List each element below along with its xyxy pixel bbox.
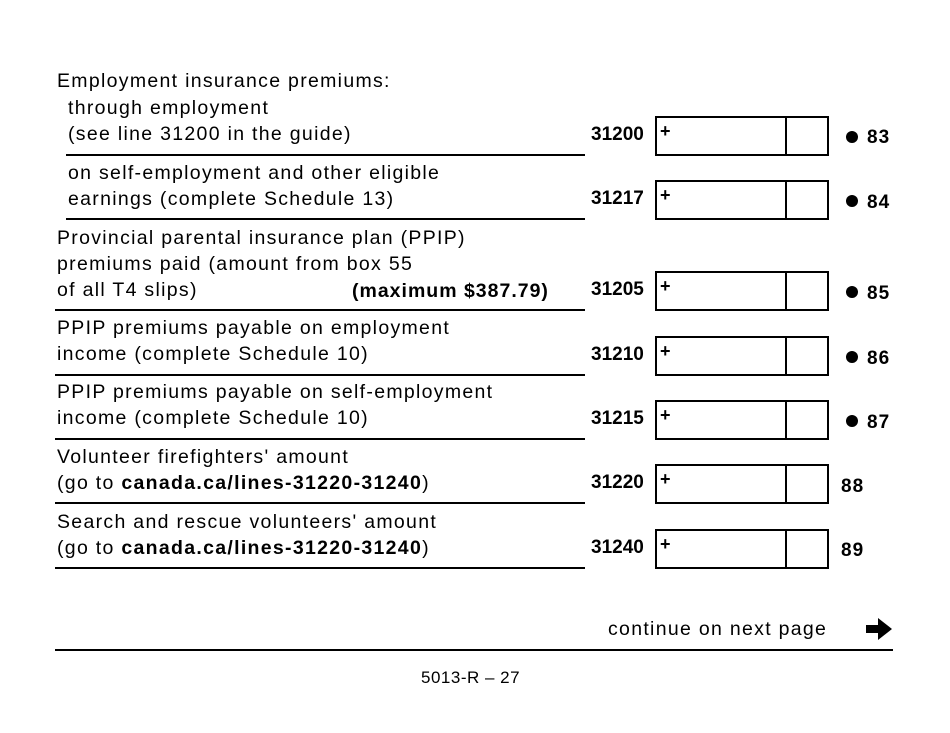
- amount-field-31205[interactable]: [655, 271, 829, 311]
- amount-field-31240[interactable]: [655, 529, 829, 569]
- cents-divider: [785, 182, 787, 218]
- ppip-self-label-2: income (complete Schedule 10): [57, 407, 369, 429]
- row-rule: [55, 567, 585, 569]
- ppip-self-label-1: PPIP premiums payable on self-employment: [57, 381, 494, 403]
- firefighters-link[interactable]: canada.ca/lines-31220-31240: [121, 472, 423, 494]
- amount-field-31215[interactable]: [655, 400, 829, 440]
- ppip-paid-label-1: Provincial parental insurance plan (PPIP): [57, 227, 466, 249]
- page-footer: 5013-R – 27: [421, 668, 521, 687]
- plus-sign: +: [660, 185, 671, 205]
- line-code-31220: 31220: [591, 472, 644, 493]
- row-rule: [66, 154, 585, 156]
- firefighters-label-2: [57, 470, 430, 496]
- row-rule: [55, 438, 585, 440]
- firefighters-label-1: Volunteer firefighters' amount: [57, 446, 350, 468]
- line-number-85: 85: [867, 283, 891, 304]
- footer-rule: [55, 649, 893, 651]
- line-number-87: 87: [867, 412, 891, 433]
- line-code-31210: 31210: [591, 344, 644, 365]
- goto-suffix: ): [422, 472, 430, 494]
- bullet-icon: [846, 351, 858, 363]
- line-code-31240: 31240: [591, 537, 644, 558]
- bullet-icon: [846, 415, 858, 427]
- plus-sign: +: [660, 341, 671, 361]
- cents-divider: [785, 466, 787, 502]
- ppip-maximum: (maximum $387.79): [352, 280, 549, 302]
- cents-divider: [785, 338, 787, 374]
- ppip-paid-label-3: of all T4 slips): [57, 279, 198, 301]
- bullet-icon: [846, 195, 858, 207]
- plus-sign: +: [660, 276, 671, 296]
- amount-field-31200[interactable]: [655, 116, 829, 156]
- goto-prefix: (go to: [57, 537, 122, 559]
- search-rescue-link[interactable]: canada.ca/lines-31220-31240: [121, 537, 423, 559]
- line-code-31205: 31205: [591, 279, 644, 300]
- row-rule: [55, 309, 585, 311]
- ei-employment-label-2: (see line 31200 in the guide): [68, 123, 352, 145]
- plus-sign: +: [660, 534, 671, 554]
- line-number-84: 84: [867, 192, 891, 213]
- plus-sign: +: [660, 405, 671, 425]
- amount-field-31217[interactable]: [655, 180, 829, 220]
- amount-field-31220[interactable]: [655, 464, 829, 504]
- search-rescue-label-1: Search and rescue volunteers' amount: [57, 511, 438, 533]
- continue-text: continue on next page: [608, 618, 828, 640]
- line-number-89: 89: [841, 540, 865, 561]
- cents-divider: [785, 531, 787, 567]
- bullet-icon: [846, 131, 858, 143]
- ppip-paid-label-2: premiums paid (amount from box 55: [57, 253, 414, 275]
- line-code-31217: 31217: [591, 188, 644, 209]
- line-code-31200: 31200: [591, 124, 644, 145]
- right-arrow-icon: [866, 616, 894, 642]
- row-rule: [66, 218, 585, 220]
- cents-divider: [785, 118, 787, 154]
- bullet-icon: [846, 286, 858, 298]
- ei-self-label-2: earnings (complete Schedule 13): [68, 188, 395, 210]
- line-code-31215: 31215: [591, 408, 644, 429]
- plus-sign: +: [660, 469, 671, 489]
- row-rule: [55, 502, 585, 504]
- cents-divider: [785, 273, 787, 309]
- line-number-86: 86: [867, 348, 891, 369]
- search-rescue-label-2: [57, 535, 430, 561]
- goto-prefix: (go to: [57, 472, 122, 494]
- ei-self-label-1: on self-employment and other eligible: [68, 162, 441, 184]
- cents-divider: [785, 402, 787, 438]
- ei-heading: Employment insurance premiums:: [57, 70, 391, 92]
- ei-employment-label-1: through employment: [68, 97, 270, 119]
- amount-field-31210[interactable]: [655, 336, 829, 376]
- goto-suffix: ): [422, 537, 430, 559]
- ppip-employment-label-2: income (complete Schedule 10): [57, 343, 369, 365]
- ppip-employment-label-1: PPIP premiums payable on employment: [57, 317, 451, 339]
- line-number-83: 83: [867, 127, 891, 148]
- line-number-88: 88: [841, 476, 865, 497]
- row-rule: [55, 374, 585, 376]
- plus-sign: +: [660, 121, 671, 141]
